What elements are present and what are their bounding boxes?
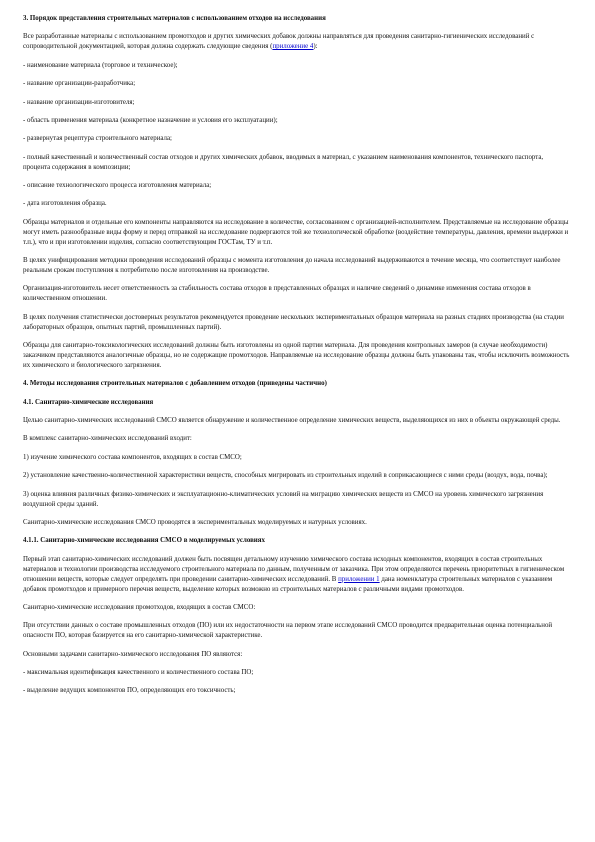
paragraph: - название организации-разработчика; [23, 80, 136, 88]
paragraph: 1) изучение химического состава компонентов, входящих в состав СМСО; [23, 453, 242, 461]
paragraph-text: Первый этап санитарно-химических исследований должен быть посвящен детальному изучению химического состава исходных компонентов, входящих в состав строительных материалов и технологии производства исследуемого строительного материала по данным, полученным от заказчика. При этом определяются перечень приоритетных в гигиеническом отношении веществ, которые следует определять при проведении санитарно-химических исследований. В [23, 555, 565, 583]
paragraph: - название организации-изготовителя; [23, 98, 135, 106]
paragraph: - развернутая рецептура строительного материала; [23, 135, 172, 143]
paragraph: - выделение ведущих компонентов ПО, определяющих его токсичность; [23, 687, 236, 695]
paragraph: 2) установление качественно-количественной характеристики веществ, способных мигрировать из строительных изделий в соприкасающиеся с ними среды (воздух, вода, почва); [23, 472, 548, 480]
paragraph: Целью санитарно-химических исследований СМСО является обнаружение и количественное определение химических веществ, выделяющихся из них в объекты окружающей среды. [23, 417, 561, 425]
paragraph [23, 555, 572, 595]
paragraph: В комплекс санитарно-химических исследований входит: [23, 435, 192, 443]
paragraph-text: ): [313, 43, 318, 51]
paragraph: - область применения материала (конкретное назначение и условия его эксплуатации); [23, 116, 278, 124]
paragraph: Основными задачами санитарно-химического исследования ПО являются: [23, 650, 243, 658]
paragraph-text: Все разработанные материалы с использованием промотходов и других химических добавок должны направляться для проведения санитарно-гигиенических исследований с сопроводительной документацией, которая должна содержать следующие сведения ( [23, 33, 535, 51]
paragraph: Организация-изготовитель несет ответственность за стабильность состава отходов в представленных образцах и наличие сведений о динамике изменения состава отходов в количественном отношении. [23, 285, 531, 303]
paragraph: При отсутствии данных о составе промышленных отходов (ПО) или их недостаточности на первом этапе исследований СМСО проводится предварительная оценка потенциальной опасности ПО, которая базируется на его санитарно-химической характеристике. [23, 622, 553, 640]
section-heading: 3. Порядок представления строительных материалов с использованием отходов на исследования [23, 15, 326, 22]
paragraph: В целях унифицирования методики проведения исследований образцы с момента изготовления до начала исследований выдерживаются в течение месяца, что соответствует наиболее реальным срокам поступления к потребителю после изготовления на производстве. [23, 257, 561, 274]
paragraph [23, 32, 572, 52]
paragraph: - описание технологического процесса изготовления материала; [23, 182, 212, 190]
paragraph: Образцы для санитарно-токсикологических исследований должны быть изготовлены из одной партии материала. Для проведения контрольных замеров (в случае необходимости) заказчиком представляются аналогичные образцы, но не содержащие промотходов. Направляемые на исследование образцы должны быть упакованы так, чтобы исключить возможность их химического и биологического загрязнения. [23, 342, 570, 369]
paragraph: Образцы материалов и отдельные его компоненты направляются на исследование в количестве, согласованном с организацией-исполнителем. Представляемые на исследование образцы могут иметь разнообразные виды форму и перед отправкой на исследование подвергаются той же технологической обработке (воздействие температуры, давления, времени выдержки и т.п.), что и при изготовлении изделия, согласно соответствующим ГОСТам, ТУ и т.п. [23, 218, 569, 246]
appendix-link[interactable]: приложении 1 [338, 575, 380, 583]
paragraph: 3) оценка влияния различных физико-химических и эксплуатационно-климатических условий на миграцию химических веществ из СМСО на уровень химического загрязнения воздушной среды зданий. [23, 490, 544, 508]
section-heading: 4.1. Санитарно-химические исследования [23, 398, 154, 406]
section-heading: 4.1.1. Санитарно-химические исследования СМСО в моделируемых условиях [23, 537, 265, 545]
paragraph: - наименование материала (торговое и техническое); [23, 61, 178, 69]
section-heading: 4. Методы исследования строительных материалов с добавлением отходов (приведены частично) [23, 380, 327, 388]
paragraph: Санитарно-химические исследования СМСО проводятся в экспериментальных моделируемых и натурных условиях. [23, 519, 367, 526]
paragraph: - полный качественный и количественный состав отходов и других химических добавок, вводимых в материал, с указанием наименования компонентов, технического паспорта, процента содержания в композиции; [23, 153, 544, 171]
paragraph: В целях получения статистически достоверных результатов рекомендуется проведение нескольких экспериментальных образцов материала на разных стадиях производства (на стадии лабораторных образцов, опытных партий, промышленных партий). [23, 313, 564, 331]
paragraph-text: дана номенклатура строительных материалов с указанием добавок промотходов и примерного перечня веществ, выделение которых возможно из строительных материалов с различными видами промотходов. [23, 575, 553, 593]
appendix-link[interactable]: приложение 4 [272, 43, 314, 51]
paragraph: - максимальная идентификация качественного и количественного состава ПО; [23, 669, 254, 677]
paragraph: Санитарно-химические исследования промотходов, входящих в состав СМСО: [23, 603, 256, 611]
paragraph: - дата изготовления образца. [23, 200, 107, 208]
